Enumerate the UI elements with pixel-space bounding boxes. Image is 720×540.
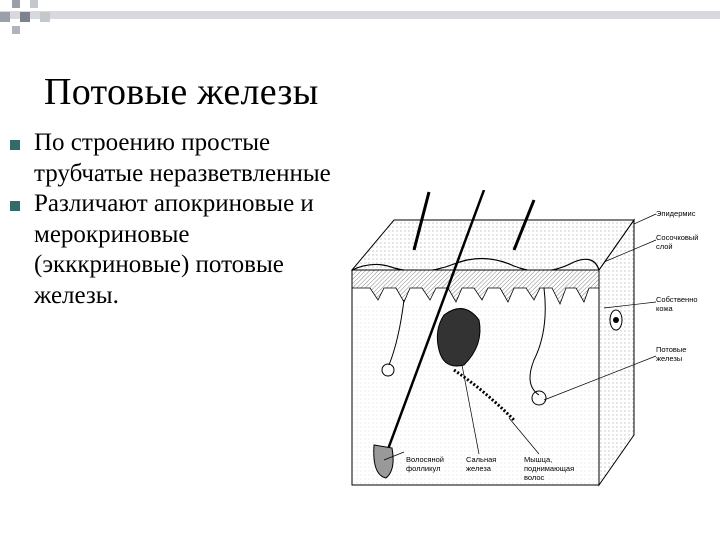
skin-diagram: [344, 190, 716, 490]
bullet-text: Различают апокриновые и мерокриновые (экккриновые) потовые железы.: [34, 190, 314, 309]
label-dermis-1: Собственно: [656, 295, 698, 304]
bullet-item: [8, 189, 348, 311]
bullet-square-icon: [10, 140, 20, 150]
decorative-checker: [0, 0, 60, 40]
label-sebaceous-1: Сальная: [466, 455, 497, 464]
label-muscle-3: волос: [524, 473, 545, 482]
label-muscle-2: поднимающая: [524, 464, 575, 473]
bullet-square-icon: [10, 201, 20, 211]
bullet-item: [8, 128, 348, 189]
bullet-text: По строению простые трубчатые неразветвленные: [34, 129, 331, 187]
label-dermis-2: кожа: [656, 304, 673, 313]
label-sweat-2: железы: [656, 354, 683, 363]
slide-title: Потовые железы: [44, 71, 319, 113]
label-follicle-1: Волосяной: [406, 455, 444, 464]
bullet-list: [8, 128, 348, 311]
label-follicle-2: фолликул: [406, 464, 441, 473]
label-epidermis: Эпидермис: [656, 209, 696, 218]
header-band: [0, 11, 720, 19]
label-papillary-1: Сосочковый: [656, 233, 699, 242]
label-sebaceous-2: железа: [466, 464, 491, 473]
label-papillary-2: слой: [656, 242, 673, 251]
label-sweat-1: Потовые: [656, 345, 687, 354]
label-muscle-1: Мышца,: [524, 455, 553, 464]
